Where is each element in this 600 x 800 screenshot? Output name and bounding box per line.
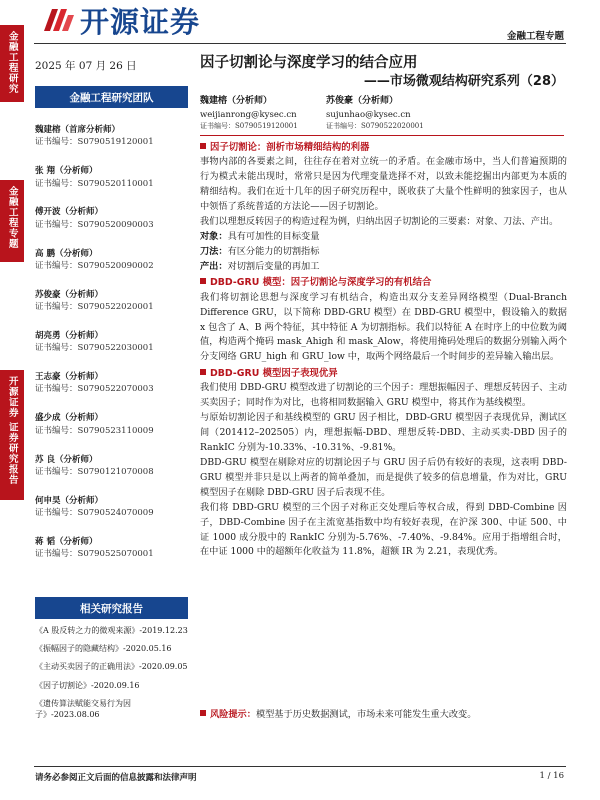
side-tab-special: 金融工程专题 [0, 180, 24, 262]
section-heading: DBD-GRU 模型：因子切割论与深度学习的有机结合 [200, 275, 567, 290]
team-title: 金融工程研究团队 [35, 86, 188, 108]
bullet-square-icon [200, 369, 206, 375]
report-date: 2025 年 07 月 26 日 [35, 60, 137, 72]
definition-item: 刀法：有区分能力的切割指标 [200, 245, 320, 257]
logo-mark-icon [40, 5, 76, 35]
paragraph: 我们以理想反转因子的构造过程为例，归纳出因子切割论的三要素：对象、刀法、产出。 [200, 215, 559, 227]
related-report-link[interactable]: 《振幅因子的隐藏结构》-2020.05.16 [35, 644, 172, 654]
logo-text: 开源证券 [80, 4, 201, 39]
header-tag: 金融工程专题 [506, 31, 564, 42]
footer-disclaimer: 请务必参阅正文后面的信息披露和法律声明 [35, 773, 197, 783]
author-item: 魏建榕（分析师） weijianrong@kysec.cn 证书编号：S0790519120001 [200, 96, 298, 131]
author-divider [200, 135, 564, 136]
analyst-item: 盛少成（分析师） 证书编号：S0790523110009 [35, 413, 154, 436]
company-logo [40, 2, 200, 38]
related-report-link[interactable]: 《因子切割论》-2020.09.16 [35, 680, 140, 690]
header-divider [34, 43, 566, 44]
analyst-list [35, 124, 190, 577]
side-tab-research: 金融工程研究 [0, 25, 24, 102]
definition-item: 产出：对切割后变量的再加工 [200, 260, 320, 272]
related-reports-title: 相关研究报告 [35, 597, 188, 619]
related-report-link[interactable]: 《A 股反转之力的微观来源》-2019.12.23 [35, 626, 188, 635]
footer-divider [34, 766, 566, 767]
related-reports-list [35, 625, 193, 727]
paragraph: 事物内部的各要素之间，往往存在着对立统一的矛盾。在金融市场中，当人们普遍预期的行为模式未能出现时，常常只是因为代理变量选择不对，以致未能挖掘出内部更为本质的精细结构。我们在近十几年的因子研究历程中，既收获了大量个性鲜明的独家因子，也从中领悟了系统普适的方法论——因子切割论。 [200, 156, 567, 212]
analyst-item: 傅开波（分析师） 证书编号：S0790520090003 [35, 207, 154, 230]
report-title: 因子切割论与深度学习的结合应用 [200, 55, 418, 71]
author-email[interactable]: sujunhao@kysec.cn [326, 109, 411, 120]
paragraph: 我们将切割论思想与深度学习有机结合，构造出双分支差异网络模型（Dual-Branch Difference GRU，以下简称 DBD-GRU 模型）在 DBD-GRU 模型中，假设输入的数据 x 包含了 A、B 两个特征，其中特征 A 为切割指标。我们以特征 A 在时序上的中位数为阈值，构造两个掩码 mask_Ahigh 和 mask_Alow，将使用掩码处理后的数据分别输入两个分支网络 GRU_high 和 GRU_low 中，取两个网络最后一个时间步的差异输入输出层。 [200, 291, 567, 363]
report-subtitle: ——市场微观结构研究系列（28） [363, 74, 564, 89]
analyst-item: 胡亮勇（分析师） 证书编号：S0790522030001 [35, 330, 154, 354]
report-body [200, 139, 567, 560]
analyst-item: 高 鹏（分析师） 证书编号：S0790520090002 [35, 248, 154, 271]
page-number: 1 / 16 [539, 771, 564, 781]
author-item: 苏俊豪（分析师） sujunhao@kysec.cn 证书编号：S0790522020001 [326, 96, 424, 131]
related-report-link[interactable]: 《主动买卖因子的正确用法》-2020.09.05 [35, 662, 188, 672]
section-heading: 因子切割论：剖析市场精细结构的利器 [200, 140, 567, 155]
section-heading: DBD-GRU 模型因子表现优异 [200, 366, 567, 381]
related-report-link[interactable]: 《遗传算法赋能交易行为因子》-2023.08.06 [35, 698, 131, 719]
bullet-square-icon [200, 710, 206, 716]
paragraph: DBD-GRU 模型在剔除对应的切割论因子与 GRU 因子后仍有较好的表现，这表明 DBD-GRU 模型并非只是以上两者的简单叠加，而是提供了较多的信息增量，作为对比，GRU 模型因子在剔除 DBD-GRU 因子后表现不佳。 [200, 457, 567, 498]
paragraph: 与原始切割论因子和基线模型的 GRU 因子相比，DBD-GRU 模型因子表现优异，测试区间（201412–202505）内，理想振幅-DBD、理想反转-DBD、主动买卖-DBD 因子的 RankIC 分别为-10.33%、-10.31%、-9.81%。 [200, 412, 567, 454]
bullet-square-icon [200, 278, 206, 284]
analyst-item: 魏建榕（首席分析师） 证书编号：S0790519120001 [35, 125, 154, 148]
definition-item: 对象：具有可加性的目标变量 [200, 230, 320, 242]
paragraph: 我们使用 DBD-GRU 模型改进了切割论的三个因子：理想振幅因子、理想反转因子、主动买卖因子；同时作为对比，也将相同数据输入 GRU 模型中，将其作为基线模型。 [200, 382, 567, 409]
paragraph: 我们将 DBD-GRU 模型的三个因子对称正交处理后等权合成，得到 DBD-Combine 因子，DBD-Combine 因子在主流宽基指数中均有较好表现，在沪深 300、中证 500、中证 1000 成分股中的 RankIC 分别为-5.76%、-7.40%、-9.84%。应用于指增组合时，在中证 1000 中的超额年化收益为 11.8%，超额 IR 为 2.21，表现优秀。 [200, 501, 567, 558]
risk-warning: 风险提示：模型基于历史数据测试，市场未来可能发生重大改变。 [200, 706, 476, 720]
side-tab-report: 开源证券 证券研究报告 [0, 370, 24, 500]
analyst-item: 苏俊豪（分析师） 证书编号：S0790522020001 [35, 289, 154, 313]
analyst-item: 张 翔（分析师） 证书编号：S0790520110001 [35, 166, 154, 189]
analyst-item: 蒋 韬（分析师） 证书编号：S0790525070001 [35, 536, 154, 560]
analyst-item: 何申昊（分析师） 证书编号：S0790524070009 [35, 495, 154, 518]
analyst-item: 王志豪（分析师） 证书编号：S0790522070003 [35, 372, 154, 395]
analyst-item: 苏 良（分析师） 证书编号：S0790121070008 [35, 454, 154, 477]
author-email[interactable]: weijianrong@kysec.cn [200, 109, 297, 120]
bullet-square-icon [200, 143, 206, 149]
